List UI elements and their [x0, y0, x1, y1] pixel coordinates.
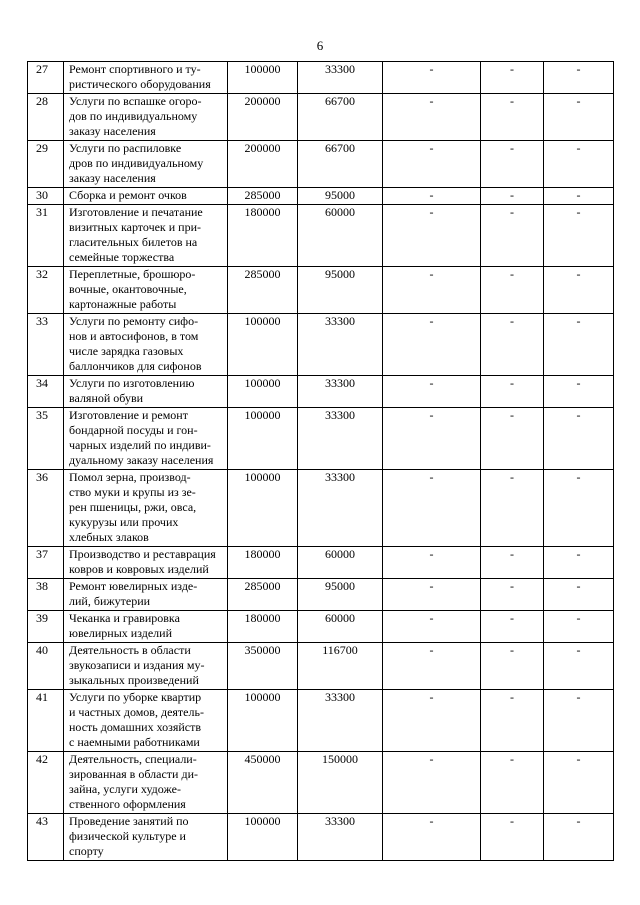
- empty-cell: -: [481, 267, 544, 314]
- service-name-line: хлебных злаков: [69, 530, 149, 544]
- service-name-line: Проведение занятий по: [69, 814, 189, 828]
- service-name-line: Изготовление и ремонт: [69, 408, 188, 422]
- service-name-line: чарных изделий по индиви-: [69, 438, 211, 452]
- value-cell: 285000: [228, 267, 298, 314]
- service-name-line: рен пшеницы, ржи, овса,: [69, 500, 197, 514]
- value-cell: 95000: [298, 579, 383, 611]
- value-cell: 33300: [298, 408, 383, 470]
- service-name-line: числе зарядка газовых: [69, 344, 184, 358]
- empty-cell: -: [481, 579, 544, 611]
- service-name-line: Услуги по ремонту сифо-: [69, 314, 199, 328]
- table-row: [28, 611, 614, 643]
- service-name-line: ковров и ковровых изделий: [69, 562, 209, 576]
- empty-cell: -: [544, 579, 614, 611]
- service-name-line: Деятельность, специали-: [69, 752, 197, 766]
- table-row: [28, 94, 614, 141]
- service-name-line: Услуги по изготовлению: [69, 376, 195, 390]
- empty-cell: -: [481, 205, 544, 267]
- empty-cell: -: [481, 408, 544, 470]
- row-number: 31: [28, 205, 64, 267]
- service-name-line: физической культуре и: [69, 829, 186, 843]
- service-name-line: бондарной посуды и гон-: [69, 423, 198, 437]
- value-cell: 95000: [298, 267, 383, 314]
- empty-cell: -: [383, 643, 481, 690]
- service-name-line: Переплетные, брошюро-: [69, 267, 196, 281]
- row-number: 27: [28, 62, 64, 94]
- row-number: 33: [28, 314, 64, 376]
- service-name-line: дров по индивидуальному: [69, 156, 204, 170]
- row-number: 42: [28, 752, 64, 814]
- value-cell: 285000: [228, 188, 298, 205]
- table-row: [28, 579, 614, 611]
- service-name-line: Услуги по вспашке огоро-: [69, 94, 202, 108]
- service-name-line: с наемными работниками: [69, 735, 200, 749]
- row-number: 29: [28, 141, 64, 188]
- table-row: [28, 141, 614, 188]
- empty-cell: -: [383, 188, 481, 205]
- empty-cell: -: [383, 141, 481, 188]
- empty-cell: -: [481, 814, 544, 861]
- empty-cell: -: [544, 611, 614, 643]
- empty-cell: -: [383, 814, 481, 861]
- row-number: 39: [28, 611, 64, 643]
- service-name-line: кукурузы или прочих: [69, 515, 179, 529]
- service-name: [64, 205, 228, 267]
- empty-cell: -: [544, 752, 614, 814]
- service-name-line: Деятельность в области: [69, 643, 191, 657]
- row-number: 28: [28, 94, 64, 141]
- service-name-line: ство муки и крупы из зе-: [69, 485, 196, 499]
- service-name-line: Услуги по уборке квартир: [69, 690, 202, 704]
- value-cell: 350000: [228, 643, 298, 690]
- empty-cell: -: [383, 470, 481, 547]
- empty-cell: -: [544, 141, 614, 188]
- page-number: 6: [316, 38, 324, 53]
- value-cell: 285000: [228, 579, 298, 611]
- service-name: [64, 94, 228, 141]
- empty-cell: -: [383, 376, 481, 408]
- empty-cell: -: [383, 94, 481, 141]
- empty-cell: -: [383, 62, 481, 94]
- service-name: [64, 752, 228, 814]
- empty-cell: -: [544, 408, 614, 470]
- empty-cell: -: [544, 547, 614, 579]
- empty-cell: -: [481, 547, 544, 579]
- empty-cell: -: [481, 141, 544, 188]
- service-name: [64, 62, 228, 94]
- empty-cell: -: [544, 814, 614, 861]
- row-number: 34: [28, 376, 64, 408]
- empty-cell: -: [481, 188, 544, 205]
- service-name-line: Ремонт ювелирных изде-: [69, 579, 198, 593]
- value-cell: 100000: [228, 62, 298, 94]
- value-cell: 116700: [298, 643, 383, 690]
- service-name-line: семейные торжества: [69, 250, 175, 264]
- table-row: [28, 408, 614, 470]
- value-cell: 60000: [298, 547, 383, 579]
- empty-cell: -: [383, 690, 481, 752]
- row-number: 32: [28, 267, 64, 314]
- value-cell: 150000: [298, 752, 383, 814]
- service-name: [64, 643, 228, 690]
- value-cell: 60000: [298, 205, 383, 267]
- service-name-line: ность домашних хозяйств: [69, 720, 202, 734]
- table-row: [28, 752, 614, 814]
- service-name: [64, 690, 228, 752]
- empty-cell: -: [481, 376, 544, 408]
- service-name-line: баллончиков для сифонов: [69, 359, 202, 373]
- value-cell: 180000: [228, 547, 298, 579]
- service-name-line: заказу населения: [69, 124, 156, 138]
- service-name: [64, 470, 228, 547]
- service-name-line: и частных домов, деятель-: [69, 705, 204, 719]
- service-name-line: лий, бижутерии: [69, 594, 151, 608]
- table-row: [28, 188, 614, 205]
- table-row: [28, 376, 614, 408]
- service-name: [64, 814, 228, 861]
- service-name-line: нов и автосифонов, в том: [69, 329, 199, 343]
- table-row: [28, 62, 614, 94]
- value-cell: 60000: [298, 611, 383, 643]
- service-name-line: заказу населения: [69, 171, 156, 185]
- service-name-line: Помол зерна, производ-: [69, 470, 191, 484]
- value-cell: 33300: [298, 690, 383, 752]
- value-cell: 33300: [298, 470, 383, 547]
- service-name-line: валяной обуви: [69, 391, 144, 405]
- value-cell: 33300: [298, 314, 383, 376]
- empty-cell: -: [481, 752, 544, 814]
- table-body: [28, 62, 614, 861]
- empty-cell: -: [544, 376, 614, 408]
- empty-cell: -: [544, 62, 614, 94]
- service-name-line: ственного оформления: [69, 797, 186, 811]
- table-row: [28, 814, 614, 861]
- row-number: 40: [28, 643, 64, 690]
- service-name-line: звукозаписи и издания му-: [69, 658, 205, 672]
- service-name: [64, 267, 228, 314]
- services-table: [27, 61, 614, 861]
- service-name-line: Ремонт спортивного и ту-: [69, 62, 201, 76]
- service-name: [64, 141, 228, 188]
- table-row: [28, 205, 614, 267]
- empty-cell: -: [383, 752, 481, 814]
- empty-cell: -: [544, 470, 614, 547]
- service-name: [64, 611, 228, 643]
- empty-cell: -: [544, 314, 614, 376]
- row-number: 43: [28, 814, 64, 861]
- table-row: [28, 547, 614, 579]
- value-cell: 66700: [298, 141, 383, 188]
- empty-cell: -: [383, 408, 481, 470]
- service-name: [64, 188, 228, 205]
- service-name-line: дов по индивидуальному: [69, 109, 198, 123]
- service-name: [64, 547, 228, 579]
- table-row: [28, 470, 614, 547]
- service-name-line: визитных карточек и при-: [69, 220, 202, 234]
- service-name: [64, 408, 228, 470]
- service-name-line: Сборка и ремонт очков: [69, 188, 187, 202]
- empty-cell: -: [481, 94, 544, 141]
- service-name: [64, 314, 228, 376]
- empty-cell: -: [544, 94, 614, 141]
- value-cell: 100000: [228, 470, 298, 547]
- service-name-line: вочные, окантовочные,: [69, 282, 187, 296]
- service-name-line: Изготовление и печатание: [69, 205, 203, 219]
- empty-cell: -: [481, 643, 544, 690]
- value-cell: 95000: [298, 188, 383, 205]
- service-name-line: дуальному заказу населения: [69, 453, 214, 467]
- value-cell: 100000: [228, 690, 298, 752]
- empty-cell: -: [544, 205, 614, 267]
- value-cell: 66700: [298, 94, 383, 141]
- service-name-line: зыкальных произведений: [69, 673, 199, 687]
- row-number: 41: [28, 690, 64, 752]
- service-name-line: Услуги по распиловке: [69, 141, 182, 155]
- value-cell: 33300: [298, 62, 383, 94]
- row-number: 38: [28, 579, 64, 611]
- service-name: [64, 579, 228, 611]
- empty-cell: -: [481, 690, 544, 752]
- empty-cell: -: [481, 470, 544, 547]
- service-name-line: Чеканка и гравировка: [69, 611, 180, 625]
- empty-cell: -: [481, 62, 544, 94]
- value-cell: 200000: [228, 141, 298, 188]
- value-cell: 33300: [298, 376, 383, 408]
- service-name-line: спорту: [69, 844, 104, 858]
- service-name-line: ювелирных изделий: [69, 626, 172, 640]
- empty-cell: -: [383, 267, 481, 314]
- service-name-line: зированная в области ди-: [69, 767, 198, 781]
- empty-cell: -: [544, 643, 614, 690]
- value-cell: 180000: [228, 611, 298, 643]
- value-cell: 33300: [298, 814, 383, 861]
- value-cell: 180000: [228, 205, 298, 267]
- empty-cell: -: [544, 188, 614, 205]
- value-cell: 200000: [228, 94, 298, 141]
- table-row: [28, 643, 614, 690]
- empty-cell: -: [383, 205, 481, 267]
- table-row: [28, 267, 614, 314]
- service-name: [64, 376, 228, 408]
- service-name-line: Производство и реставрация: [69, 547, 216, 561]
- service-name-line: гласительных билетов на: [69, 235, 198, 249]
- empty-cell: -: [481, 314, 544, 376]
- empty-cell: -: [544, 690, 614, 752]
- empty-cell: -: [383, 579, 481, 611]
- service-name-line: зайна, услуги художе-: [69, 782, 181, 796]
- empty-cell: -: [481, 611, 544, 643]
- table-row: [28, 690, 614, 752]
- service-name-line: ристического оборудования: [69, 77, 211, 91]
- value-cell: 100000: [228, 376, 298, 408]
- value-cell: 100000: [228, 408, 298, 470]
- table-row: [28, 314, 614, 376]
- value-cell: 450000: [228, 752, 298, 814]
- empty-cell: -: [383, 611, 481, 643]
- empty-cell: -: [383, 314, 481, 376]
- service-name-line: картонажные работы: [69, 297, 177, 311]
- row-number: 37: [28, 547, 64, 579]
- empty-cell: -: [383, 547, 481, 579]
- row-number: 36: [28, 470, 64, 547]
- row-number: 35: [28, 408, 64, 470]
- value-cell: 100000: [228, 314, 298, 376]
- value-cell: 100000: [228, 814, 298, 861]
- row-number: 30: [28, 188, 64, 205]
- empty-cell: -: [544, 267, 614, 314]
